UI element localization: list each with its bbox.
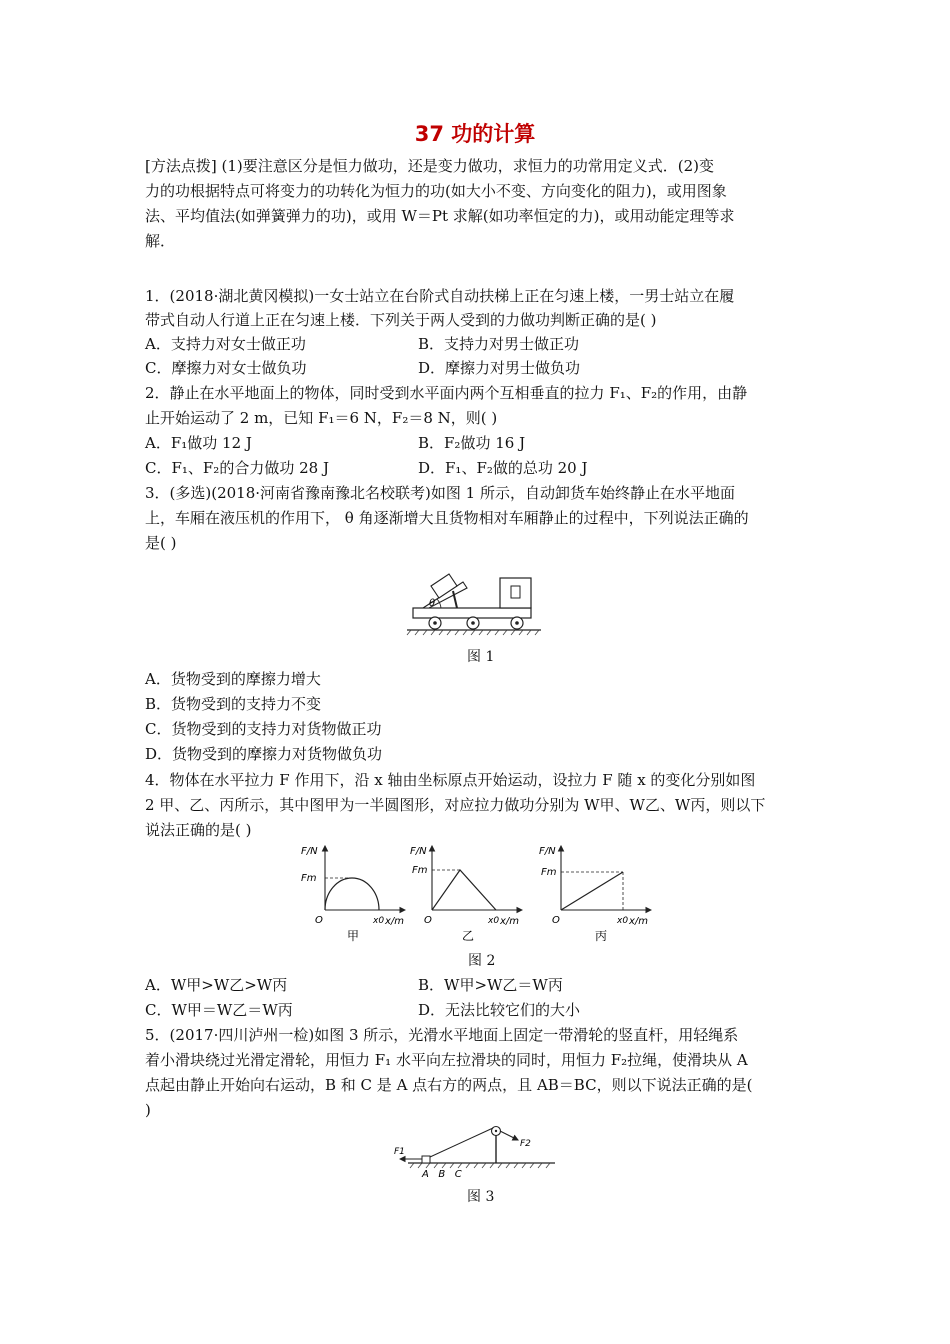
q4-line-3: 说法正确的是( ) xyxy=(145,821,252,839)
graph-bing xyxy=(535,840,655,948)
figure-2-caption: 图 2 xyxy=(468,953,496,969)
graph-yi-name: 乙 xyxy=(462,929,475,943)
q4-line-2: 2 甲、乙、丙所示，其中图甲为一半圆图形，对应拉力做功分别为 W甲、W乙、W丙，则以下 xyxy=(145,796,766,814)
q4-option-c: C．W甲＝W乙＝W丙 xyxy=(145,1001,293,1019)
q1-option-a: A．支持力对女士做正功 xyxy=(145,335,306,353)
dump-truck-figure xyxy=(405,558,545,636)
method-line-4: 解． xyxy=(145,232,176,250)
q5-line-2: 着小滑块绕过光滑定滑轮，用恒力 F₁ 水平向左拉滑块的同时，用恒力 F₂拉绳，使滑块从 A xyxy=(145,1051,748,1069)
q3-line-2: 上，车厢在液压机的作用下， θ 角逐渐增大且货物相对车厢静止的过程中，下列说法正确的 xyxy=(145,509,749,527)
q4-line-1: 4．物体在水平拉力 F 作用下，沿 x 轴由坐标原点开始运动，设拉力 F 随 x 的变化分别如图 xyxy=(145,771,756,789)
graph-jia-ylabel: F/N xyxy=(301,846,318,857)
graph-bing-x0: x0 xyxy=(617,916,629,926)
graph-bing-name: 丙 xyxy=(595,929,608,943)
graph-bing-ylabel: F/N xyxy=(539,846,556,857)
theta-label: θ xyxy=(429,598,436,609)
graph-jia-x0: x0 xyxy=(373,916,385,926)
q5-line-3: 点起由静止开始向右运动，B 和 C 是 A 点右方的两点，且 AB＝BC，则以下说法正确的是( xyxy=(145,1076,753,1094)
graph-bing-xlabel: x/m xyxy=(629,916,649,927)
force-f1-label: F1 xyxy=(394,1147,405,1157)
graph-yi-origin: O xyxy=(424,915,432,926)
graph-jia-fm: Fm xyxy=(301,873,317,884)
graph-bing-origin: O xyxy=(552,915,560,926)
q5-line-4: ) xyxy=(145,1101,151,1119)
graph-jia-name: 甲 xyxy=(347,929,360,943)
graph-yi xyxy=(410,840,525,948)
q2-option-a: A．F₁做功 12 J xyxy=(145,434,252,452)
q2-option-d: D．F₁、F₂做的总功 20 J xyxy=(418,459,588,477)
points-abc-label: A B C xyxy=(422,1169,462,1180)
method-line-3: 法、平均值法(如弹簧弹力的功)，或用 W＝Pt 求解(如功率恒定的力)，或用动能定理等求 xyxy=(145,207,735,225)
graph-bing-fm: Fm xyxy=(541,867,557,878)
graph-jia xyxy=(293,840,408,948)
figure-3-caption: 图 3 xyxy=(467,1189,495,1205)
q2-option-c: C．F₁、F₂的合力做功 28 J xyxy=(145,459,329,477)
force-f2-label: F2 xyxy=(520,1139,531,1149)
q5-line-1: 5．(2017·四川泸州一检)如图 3 所示，光滑水平地面上固定一带滑轮的竖直杆，用轻绳系 xyxy=(145,1026,739,1044)
q1-line-2: 带式自动人行道上正在匀速上楼．下列关于两人受到的力做功判断正确的是( ) xyxy=(145,311,657,329)
q2-line-1: 2．静止在水平地面上的物体，同时受到水平面内两个互相垂直的拉力 F₁、F₂的作用，由静 xyxy=(145,384,748,402)
graph-yi-x0: x0 xyxy=(488,916,500,926)
method-line-2: 力的功根据特点可将变力的功转化为恒力的功(如大小不变、方向变化的阻力)，或用图象 xyxy=(145,182,727,200)
pulley-figure xyxy=(390,1120,560,1182)
q2-line-2: 止开始运动了 2 m，已知 F₁＝6 N，F₂＝8 N，则( ) xyxy=(145,409,498,427)
q3-line-1: 3．(多选)(2018·河南省豫南豫北名校联考)如图 1 所示，自动卸货车始终静止在水平地面 xyxy=(145,484,735,502)
graph-yi-xlabel: x/m xyxy=(500,916,520,927)
q4-option-b: B．W甲>W乙＝W丙 xyxy=(418,976,563,994)
graph-yi-ylabel: F/N xyxy=(410,846,427,857)
q4-option-d: D．无法比较它们的大小 xyxy=(418,1001,581,1019)
graph-jia-xlabel: x/m xyxy=(385,916,405,927)
q1-option-b: B．支持力对男士做正功 xyxy=(418,335,580,353)
q4-option-a: A．W甲>W乙>W丙 xyxy=(145,976,288,994)
page-title: 37 功的计算 xyxy=(414,122,536,146)
q3-option-d: D．货物受到的摩擦力对货物做负功 xyxy=(145,745,383,763)
q1-option-d: D．摩擦力对男士做负功 xyxy=(418,359,581,377)
q3-option-a: A．货物受到的摩擦力增大 xyxy=(145,670,321,688)
figure-1-caption: 图 1 xyxy=(467,649,495,665)
graph-yi-fm: Fm xyxy=(412,865,428,876)
q3-option-b: B．货物受到的支持力不变 xyxy=(145,695,322,713)
graph-jia-origin: O xyxy=(315,915,323,926)
q2-option-b: B．F₂做功 16 J xyxy=(418,434,526,452)
q3-option-c: C．货物受到的支持力对货物做正功 xyxy=(145,720,382,738)
method-line-1: [方法点拨] (1)要注意区分是恒力做功，还是变力做功，求恒力的功常用定义式．(2)变 xyxy=(145,157,714,175)
q3-line-3: 是( ) xyxy=(145,534,177,552)
q1-line-1: 1．(2018·湖北黄冈模拟)一女士站立在台阶式自动扶梯上正在匀速上楼，一男士站立在履 xyxy=(145,287,735,305)
q1-option-c: C．摩擦力对女士做负功 xyxy=(145,359,307,377)
